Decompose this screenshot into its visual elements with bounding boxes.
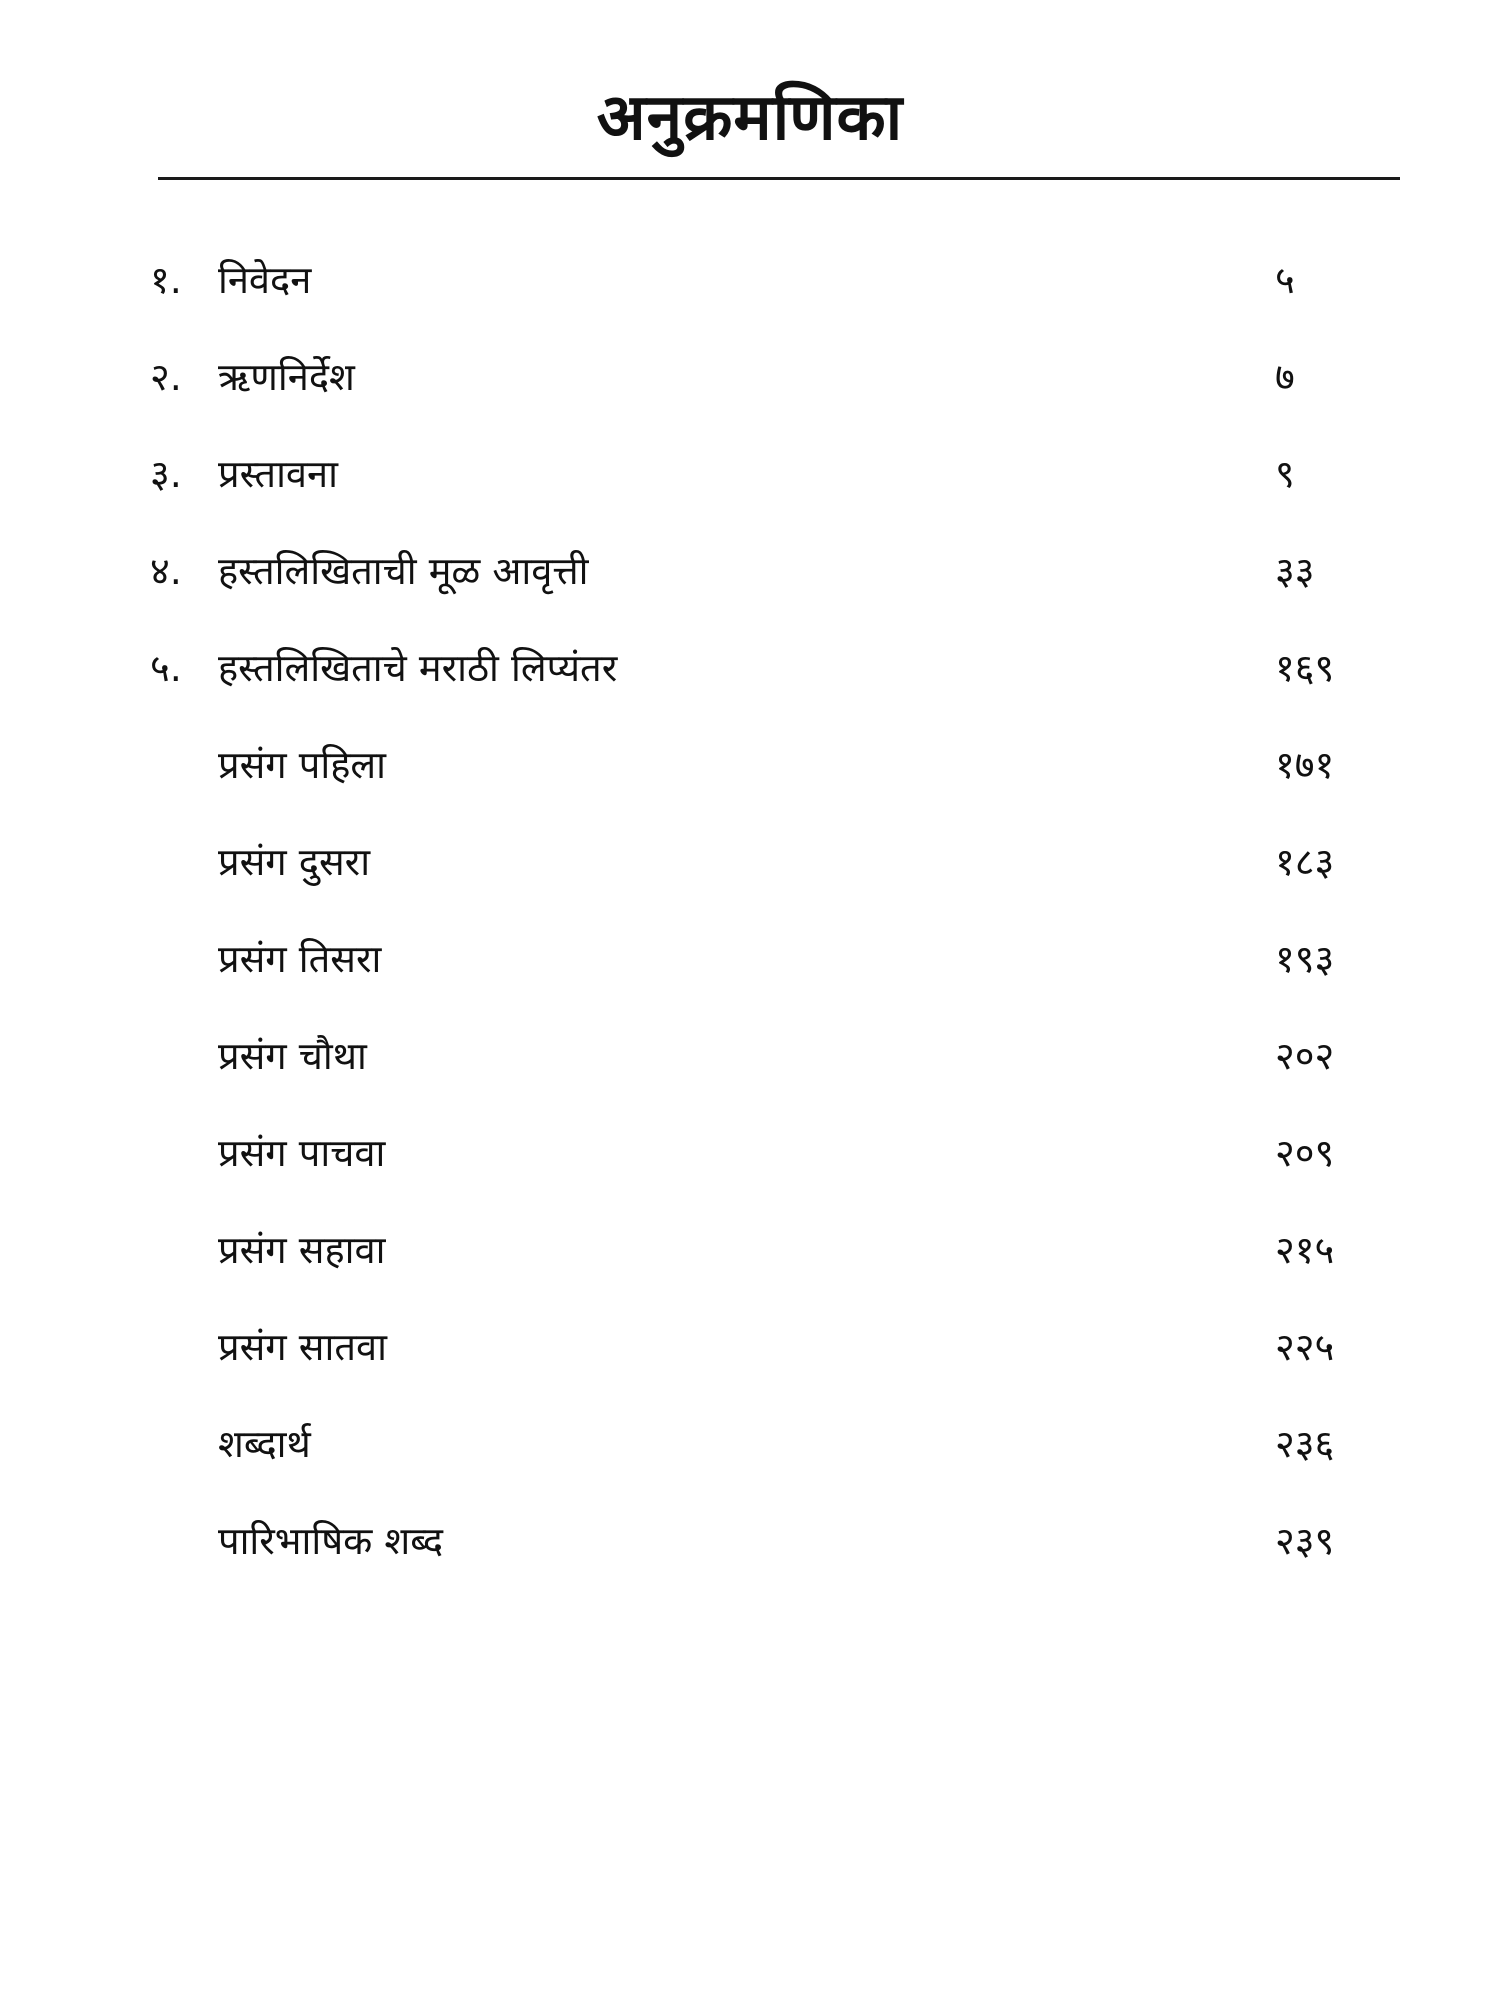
toc-entry-label: हस्तलिखिताचे मराठी लिप्यंतर: [218, 646, 618, 690]
toc-entry-page: २०९: [1275, 1131, 1335, 1175]
toc-entry-label: प्रसंग पाचवा: [218, 1131, 386, 1175]
toc-entry-page: ९: [1275, 452, 1295, 496]
toc-entry: [0, 1218, 1500, 1282]
toc-entry: [0, 1509, 1500, 1573]
toc-entry-label: निवेदन: [218, 258, 312, 302]
toc-entry-page: ५: [1275, 258, 1295, 302]
toc-entry: [0, 1315, 1500, 1379]
toc-entry: [0, 1121, 1500, 1185]
toc-entry-number: २.: [150, 355, 182, 399]
toc-entry-label: प्रसंग तिसरा: [218, 937, 382, 981]
toc-entry-label: प्रसंग सहावा: [218, 1228, 386, 1272]
toc-entry-page: १९३: [1275, 937, 1335, 981]
toc-entry-number: ४.: [150, 549, 182, 593]
toc-entry: [0, 539, 1500, 603]
toc-entry: [0, 345, 1500, 409]
toc-entry-page: ३३: [1275, 549, 1315, 593]
toc-entry: [0, 1412, 1500, 1476]
toc-entry-page: २२५: [1275, 1325, 1335, 1369]
toc-entry-page: २३६: [1275, 1422, 1335, 1466]
toc-entry-label: प्रस्तावना: [218, 452, 338, 496]
toc-entry-label: प्रसंग पहिला: [218, 743, 386, 787]
toc-entry-label: पारिभाषिक शब्द: [218, 1519, 444, 1563]
toc-entry-page: १७१: [1275, 743, 1335, 787]
toc-entry: [0, 830, 1500, 894]
toc-entry-number: ३.: [150, 452, 182, 496]
toc-entry-page: ७: [1275, 355, 1295, 399]
toc-entry-label: प्रसंग सातवा: [218, 1325, 387, 1369]
toc-entry: [0, 636, 1500, 700]
toc-entry-number: ५.: [150, 646, 182, 690]
toc-entry-page: १८३: [1275, 840, 1335, 884]
toc-entry-page: १६९: [1275, 646, 1335, 690]
toc-entry-page: २०२: [1275, 1034, 1335, 1078]
toc-entry-label: शब्दार्थ: [218, 1422, 311, 1466]
toc-entry-label: ऋणनिर्देश: [218, 355, 355, 399]
toc-entry-label: हस्तलिखिताची मूळ आवृत्ती: [218, 549, 589, 593]
toc-entry: [0, 442, 1500, 506]
toc-entry: [0, 733, 1500, 797]
toc-entry: [0, 1024, 1500, 1088]
toc-entry-number: १.: [150, 258, 182, 302]
toc-entry-page: २३९: [1275, 1519, 1335, 1563]
toc-entry-label: प्रसंग दुसरा: [218, 840, 371, 884]
page-title: अनुक्रमणिका: [596, 81, 904, 155]
toc-entry-page: २१५: [1275, 1228, 1335, 1272]
toc-entry: [0, 248, 1500, 312]
toc-entry: [0, 927, 1500, 991]
toc-entry-label: प्रसंग चौथा: [218, 1034, 367, 1078]
